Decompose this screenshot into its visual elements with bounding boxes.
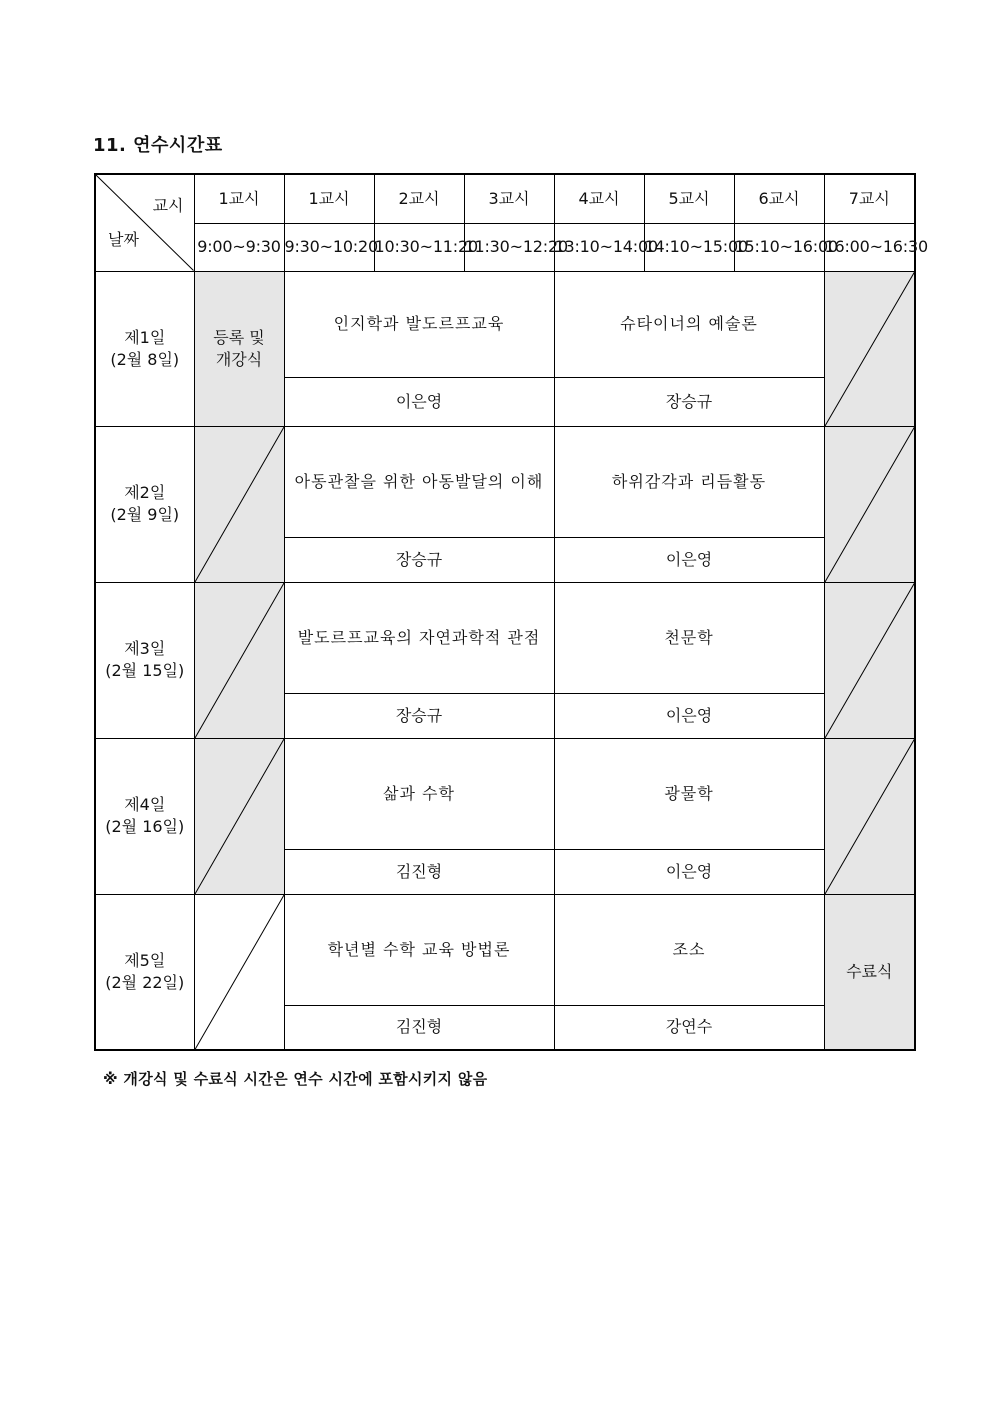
time-header: 13:10~14:00 [554,223,644,271]
time-header: 16:00~16:30 [824,223,915,271]
period-header: 1교시 [194,174,284,223]
morning-instructor: 장승규 [284,537,554,582]
afternoon-session: 슈타이너의 예술론 [554,271,824,377]
slash-line [195,739,284,894]
morning-session: 학년별 수학 교육 방법론 [284,894,554,1005]
slash-line [825,739,915,894]
day-label [95,738,194,894]
day-number: 제5일 [124,951,166,971]
empty-slot [824,426,915,582]
afternoon-session: 조소 [554,894,824,1005]
morning-instructor: 장승규 [284,693,554,738]
morning-instructor: 이은영 [284,377,554,426]
afternoon-instructor: 장승규 [554,377,824,426]
section-title: 11. 연수시간표 [93,135,223,156]
afternoon-instructor: 이은영 [554,537,824,582]
empty-slot [824,582,915,738]
corner-date-label: 날짜 [108,229,139,249]
time-header: 9:30~10:20 [284,223,374,271]
day-number: 제3일 [124,639,166,659]
period-header: 2교시 [374,174,464,223]
slash-line [195,583,284,738]
slash-line [195,895,284,1050]
day-date: (2월 16일) [105,817,185,836]
afternoon-session: 천문학 [554,582,824,693]
day-number: 제4일 [124,795,166,815]
time-header: 14:10~15:00 [644,223,734,271]
day-label [95,894,194,1050]
period-header: 3교시 [464,174,554,223]
day-number: 제1일 [124,327,166,347]
day-date: (2월 15일) [105,661,185,680]
period-header: 6교시 [734,174,824,223]
period-header: 5교시 [644,174,734,223]
footnote: ※ 개강식 및 수료식 시간은 연수 시간에 포함시키지 않음 [103,1070,488,1088]
time-header: 9:00~9:30 [194,223,284,271]
slash-line [195,427,284,582]
time-header: 10:30~11:20 [374,223,464,271]
period-header: 4교시 [554,174,644,223]
afternoon-instructor: 이은영 [554,693,824,738]
day-date: (2월 8일) [110,349,180,369]
empty-slot [194,738,284,894]
closing-ceremony-cell: 수료식 [824,894,915,1050]
empty-slot [194,894,284,1050]
empty-slot [194,582,284,738]
registration-label: 등록 및 개강식 [213,327,265,369]
slash-line [825,583,915,738]
morning-session: 아동관찰을 위한 아동발달의 이해 [284,426,554,537]
registration-cell [194,271,284,426]
slash-line [825,427,915,582]
empty-slot [824,738,915,894]
day-date: (2월 9일) [110,505,180,524]
morning-session: 발도르프교육의 자연과학적 관점 [284,582,554,693]
afternoon-instructor: 강연수 [554,1005,824,1050]
morning-instructor: 김진형 [284,849,554,894]
day-date: (2월 22일) [105,972,185,992]
slash-line [825,272,915,426]
header-corner [95,174,194,271]
afternoon-session: 광물학 [554,738,824,849]
morning-instructor: 김진형 [284,1005,554,1050]
day-label [95,582,194,738]
day-label [95,426,194,582]
period-header: 7교시 [824,174,915,223]
empty-slot [194,426,284,582]
corner-diagonal [96,175,194,271]
corner-period-label: 교시 [152,196,184,215]
time-header: 11:30~12:20 [464,223,554,271]
morning-session: 인지학과 발도르프교육 [284,271,554,377]
period-header: 1교시 [284,174,374,223]
day-number: 제2일 [124,483,166,503]
afternoon-session: 하위감각과 리듬활동 [554,426,824,537]
training-timetable [94,173,928,1051]
afternoon-instructor: 이은영 [554,849,824,894]
empty-slot [824,271,915,426]
day-label [95,271,194,426]
time-header: 15:10~16:00 [734,223,824,271]
morning-session: 삶과 수학 [284,738,554,849]
